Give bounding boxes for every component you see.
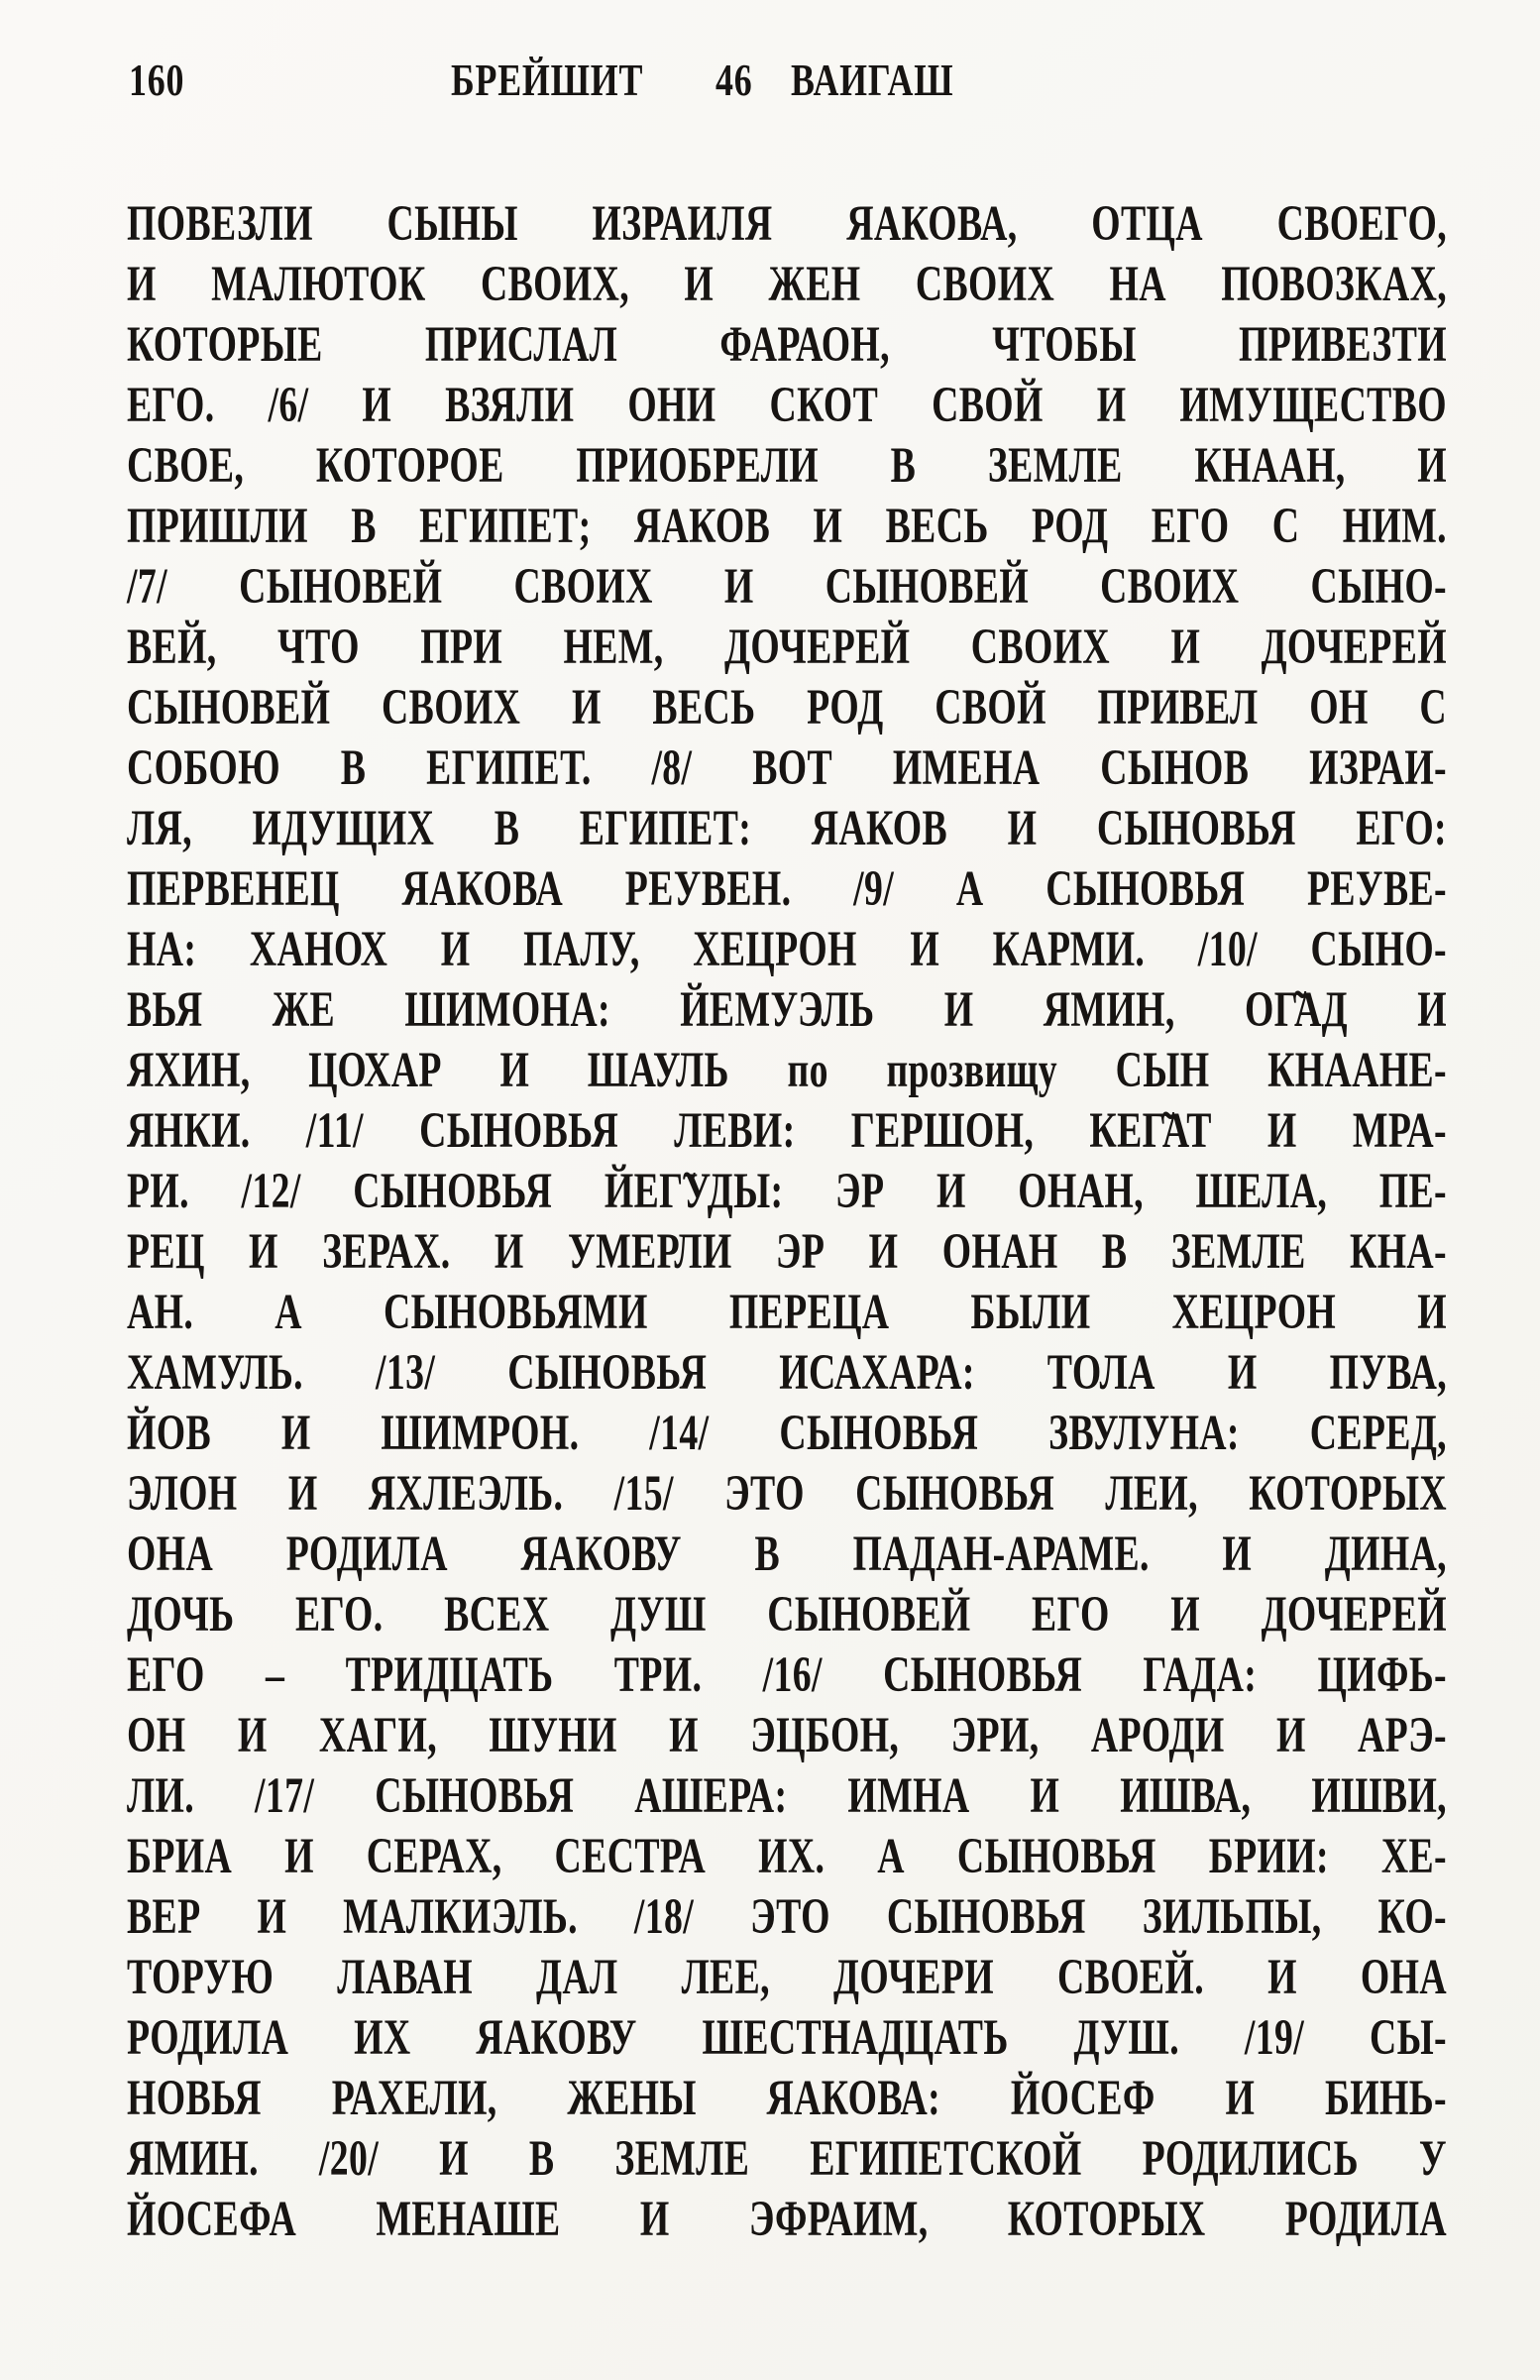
text-line: КОТОРЫЕ ПРИСЛАЛ ФАРАОН, ЧТОБЫ ПРИВЕЗТИ (127, 317, 1447, 373)
text-line: ЕГО – ТРИДЦАТЬ ТРИ. /16/ СЫНОВЬЯ ГАДА: ЦИФЬ- (127, 1647, 1447, 1703)
book-title: БРЕЙШИТ (451, 55, 644, 105)
text-line: ВЕР И МАЛКИЭЛЬ. /18/ ЭТО СЫНОВЬЯ ЗИЛЬПЫ, КО- (127, 1889, 1447, 1945)
text-line: ВЬЯ ЖЕ ШИМОНА: ЙЕМУЭЛЬ И ЯМИН, ОГ̃АД И (127, 982, 1447, 1038)
text-line: РИ. /12/ СЫНОВЬЯ ЙЕГ̃УДЫ: ЭР И ОНАН, ШЕЛА, ПЕ- (127, 1164, 1447, 1219)
page-number: 160 (129, 55, 185, 105)
text-line: ПРИШЛИ В ЕГИПЕТ; ЯАКОВ И ВЕСЬ РОД ЕГО С НИМ. (127, 499, 1447, 554)
text-line: /7/ СЫНОВЕЙ СВОИХ И СЫНОВЕЙ СВОИХ СЫНО- (127, 559, 1447, 615)
text-line: АН. А СЫНОВЬЯМИ ПЕРЕЦА БЫЛИ ХЕЦРОН И (127, 1285, 1447, 1340)
parsha-title: ВАИГАШ (791, 55, 954, 105)
text-line: ОН И ХАГИ, ШУНИ И ЭЦБОН, ЭРИ, АРОДИ И АРЭ- (127, 1708, 1447, 1763)
text-line: ОНА РОДИЛА ЯАКОВУ В ПАДАН-АРАМЕ. И ДИНА, (127, 1527, 1447, 1582)
text-line: ЭЛОН И ЯХЛЕЭЛЬ. /15/ ЭТО СЫНОВЬЯ ЛЕИ, КОТОРЫХ (127, 1466, 1447, 1522)
text-line: НОВЬЯ РАХЕЛИ, ЖЕНЫ ЯАКОВА: ЙОСЕФ И БИНЬ- (127, 2071, 1447, 2126)
running-head (129, 56, 1417, 111)
text-line: РОДИЛА ИХ ЯАКОВУ ШЕСТНАДЦАТЬ ДУШ. /19/ СЫ- (127, 2010, 1447, 2066)
text-line: ПЕРВЕНЕЦ ЯАКОВА РЕУВЕН. /9/ А СЫНОВЬЯ РЕУВЕ- (127, 861, 1447, 917)
text-line: РЕЦ И ЗЕРАХ. И УМЕРЛИ ЭР И ОНАН В ЗЕМЛЕ КНА- (127, 1224, 1447, 1280)
text-line: ПОВЕЗЛИ СЫНЫ ИЗРАИЛЯ ЯАКОВА, ОТЦА СВОЕГО, (127, 196, 1447, 252)
text-line: СВОЕ, КОТОРОЕ ПРИОБРЕЛИ В ЗЕМЛЕ КНААН, И (127, 438, 1447, 494)
text-line: ЯНКИ. /11/ СЫНОВЬЯ ЛЕВИ: ГЕРШОН, КЕГ̃АТ И МРА- (127, 1103, 1447, 1159)
text-line: ЯХИН, ЦОХАР И ШАУЛЬ по прозвищу СЫН КНААНЕ- (127, 1043, 1447, 1098)
text-line: БРИА И СЕРАХ, СЕСТРА ИХ. А СЫНОВЬЯ БРИИ: ХЕ- (127, 1829, 1447, 1884)
text-line: ТОРУЮ ЛАВАН ДАЛ ЛЕЕ, ДОЧЕРИ СВОЕЙ. И ОНА (127, 1950, 1447, 2005)
text-line: ДОЧЬ ЕГО. ВСЕХ ДУШ СЫНОВЕЙ ЕГО И ДОЧЕРЕЙ (127, 1587, 1447, 1643)
text-line: ХАМУЛЬ. /13/ СЫНОВЬЯ ИСАХАРА: ТОЛА И ПУВА, (127, 1345, 1447, 1401)
chapter-number: 46 (715, 55, 753, 105)
text-line: ЙОВ И ШИМРОН. /14/ СЫНОВЬЯ ЗВУЛУНА: СЕРЕД, (127, 1406, 1447, 1461)
scripture-text (127, 194, 1447, 2250)
text-line: И МАЛЮТОК СВОИХ, И ЖЕН СВОИХ НА ПОВОЗКАХ, (127, 257, 1447, 312)
text-line: ЕГО. /6/ И ВЗЯЛИ ОНИ СКОТ СВОЙ И ИМУЩЕСТВО (127, 378, 1447, 433)
text-line: СЫНОВЕЙ СВОИХ И ВЕСЬ РОД СВОЙ ПРИВЕЛ ОН С (127, 680, 1447, 736)
text-line: ЛЯ, ИДУЩИХ В ЕГИПЕТ: ЯАКОВ И СЫНОВЬЯ ЕГО: (127, 801, 1447, 856)
text-line: ЙОСЕФА МЕНАШЕ И ЭФРАИМ, КОТОРЫХ РОДИЛА (127, 2192, 1447, 2247)
text-line: ЯМИН. /20/ И В ЗЕМЛЕ ЕГИПЕТСКОЙ РОДИЛИСЬ У (127, 2131, 1447, 2187)
text-line: НА: ХАНОХ И ПАЛУ, ХЕЦРОН И КАРМИ. /10/ СЫНО- (127, 922, 1447, 977)
text-line: ВЕЙ, ЧТО ПРИ НЕМ, ДОЧЕРЕЙ СВОИХ И ДОЧЕРЕЙ (127, 620, 1447, 675)
text-line: ЛИ. /17/ СЫНОВЬЯ АШЕРА: ИМНА И ИШВА, ИШВИ, (127, 1768, 1447, 1824)
text-line: СОБОЮ В ЕГИПЕТ. /8/ ВОТ ИМЕНА СЫНОВ ИЗРАИ- (127, 740, 1447, 796)
